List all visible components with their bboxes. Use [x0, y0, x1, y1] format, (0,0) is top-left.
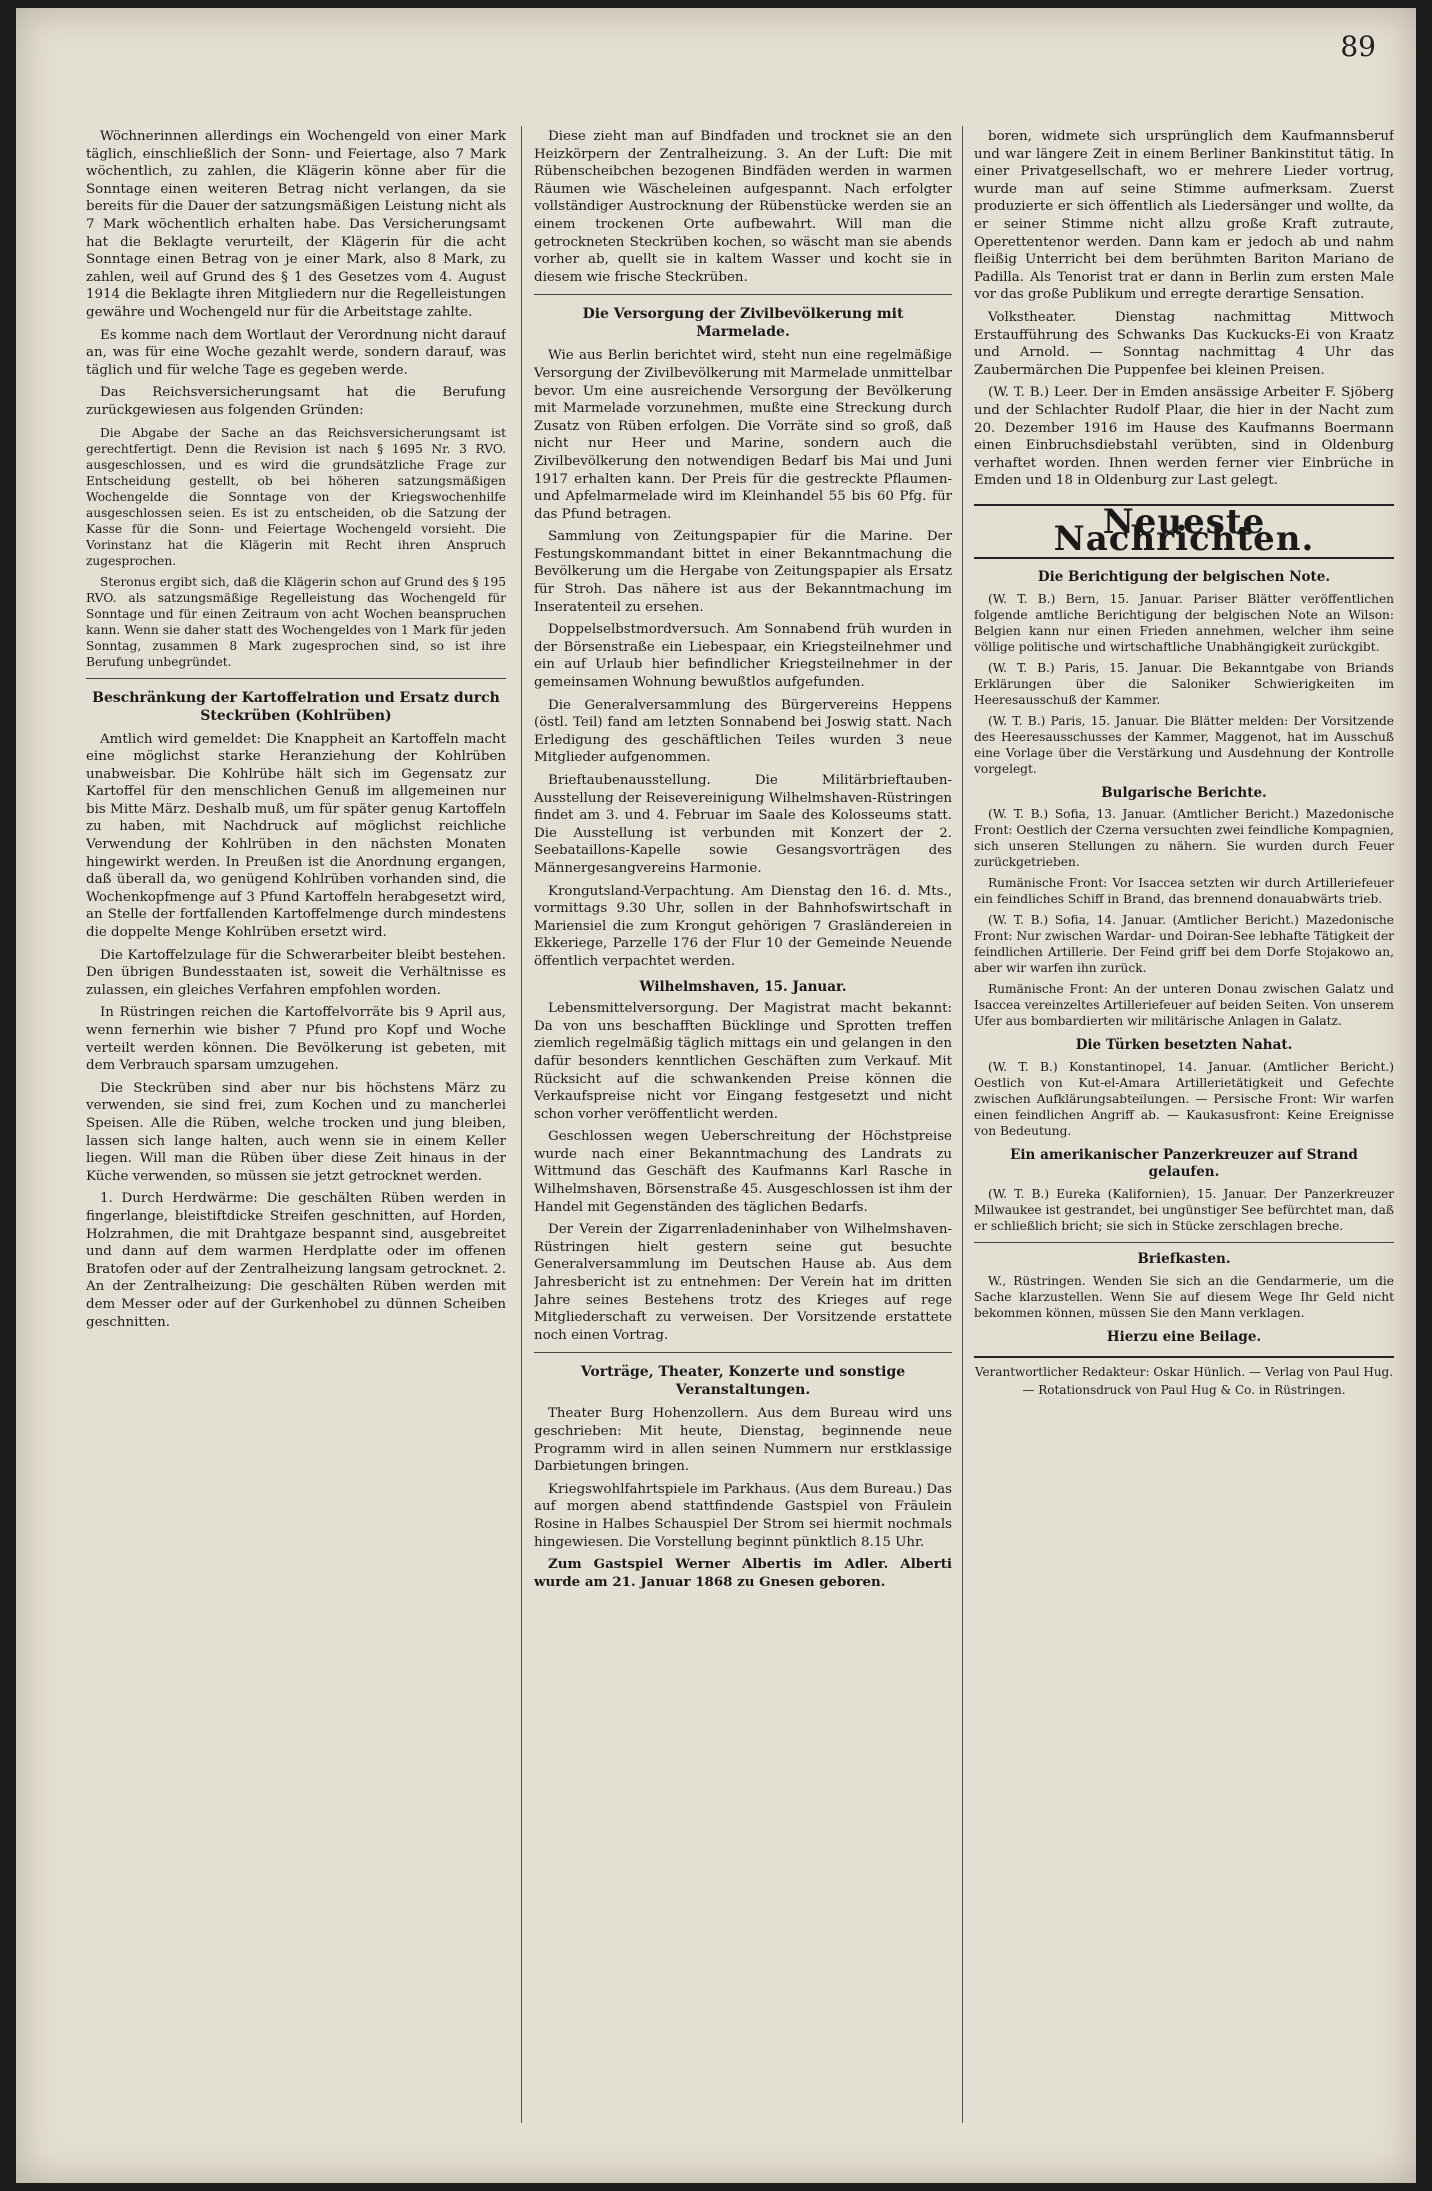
paragraph: In Rüstringen reichen die Kartoffelvorräte bis 9 April aus, wenn fernerhin wie bisher 7 Pfund pro Kopf und Woche verteilt werden können. Die Bevölkerung ist gebeten, mit dem Verbrauch sparsam umzugehen.	[86, 1005, 506, 1074]
article-heading: Ein amerikanischer Panzerkreuzer auf Strand gelaufen.	[1010, 1146, 1358, 1181]
paragraph: Die Abgabe der Sache an das Reichsversicherungsamt ist gerechtfertigt. Denn die Revision ist nach § 1695 Nr. 3 RVO. ausgeschlossen, und es wird die grundsätzliche Frage zur Entscheidung gestellt, ob bei höheren satzungsmäßigen Wochengelde die Sonntage von der Kriegswochenhilfe ausgeschlossen seien. Es ist zu entscheiden, ob die Satzung der Kasse für die Sonn- und Feiertage Wochengeld vorsieht. Die Vorinstanz hat die Klägerin mit Recht ihren Anspruch zugesprochen.	[86, 425, 506, 568]
column-2	[534, 128, 952, 2143]
paragraph: Rumänische Front: An der unteren Donau zwischen Galatz und Isaccea vereinzeltes Artilleriefeuer auf beiden Seiten. Von unserem Ufer aus bombardierten wir militärische Anlagen in Galatz.	[974, 982, 1394, 1029]
paragraph: Krongutsland-Verpachtung. Am Dienstag den 16. d. Mts., vormittags 9.30 Uhr, sollen in der Bahnhofswirtschaft in Mariensiel die zum Krongut gehörigen 7 Grasländereien in Ekkeriege, Parzelle 176 der Flur 10 der Gemeinde Neuende öffentlich verpachtet werden.	[534, 883, 952, 969]
column-rule	[962, 126, 963, 2123]
paragraph: (W. T. B.) Bern, 15. Januar. Pariser Blätter veröffentlichen folgende amtliche Berichtigung der belgischen Note an Wilson: Belgien kann nur einen Frieden annehmen, welcher ihm seine völlige politische und wirtschaftliche Unabhängigkeit zurückgibt.	[974, 591, 1394, 654]
paragraph: Steronus ergibt sich, daß die Klägerin schon auf Grund des § 195 RVO. als satzungsmäßige Regelleistung das Wochengeld für Sonntage und für einen Zeitraum von acht Wochen beanspruchen kann. Wenn sie daher statt des Wochengeldes von 1 Mark für jeden Sonntag, zusammen 8 Mark zugesprochen sind, so ist ihre Berufung unbegründet.	[86, 574, 506, 669]
paragraph: Die Steckrüben sind aber nur bis höchstens März zu verwenden, sie sind frei, zum Kochen und zu mancherlei Speisen. Alle die Rüben, welche trocken und jung bleiben, lassen sich lange halten, auch wenn sie in einem Keller liegen. Will man die Rüben über diese Zeit hinaus in der Küche verwenden, so müssen sie jetzt getrocknet werden.	[86, 1080, 506, 1184]
divider	[534, 1352, 952, 1353]
paragraph: (W. T. B.) Leer. Der in Emden ansässige Arbeiter F. Sjöberg und der Schlachter Rudolf Plaar, die hier in der Nacht zum 20. Dezember 1916 im Hause des Kaufmanns Boermann einen Einbruchsdiebstahl verübten, sind in Oldenburg verhaftet worden. Ihnen werden ferner vier Einbrüche in Emden und 18 in Oldenburg zur Last gelegt.	[974, 385, 1394, 489]
paragraph: Das Reichsversicherungsamt hat die Berufung zurückgewiesen aus folgenden Gründen:	[86, 385, 506, 418]
paragraph: Doppelselbstmordversuch. Am Sonnabend früh wurden in der Börsenstraße ein Liebespaar, ein Kriegsteilnehmer und ein auf Urlaub hier befindlicher Kriegsteilnehmer in der gemeinsamen Wohnung bewußtlos aufgefunden.	[534, 622, 952, 691]
column-1	[86, 128, 506, 2143]
paragraph: Der Verein der Zigarrenladeninhaber von Wilhelmshaven-Rüstringen hielt gestern seine gut besuchte Generalversammlung im Deutschen Hause ab. Aus dem Jahresbericht ist zu entnehmen: Der Verein hat im dritten Jahre seines Bestehens trotz des Krieges auf rege Mitgliederschaft zu verweisen. Der Vorsitzende erstattete noch einen Vortrag.	[534, 1222, 952, 1343]
section-title: Neueste Nachrichten.	[974, 504, 1394, 559]
paragraph: boren, widmete sich ursprünglich dem Kaufmannsberuf und war längere Zeit in einem Berliner Bankinstitut tätig. In einer Privatgesellschaft, wo er mehrere Lieder vortrug, wurde man auf seine Stimme aufmerksam. Zuerst produzierte er sich öffentlich als Liedersänger und wollte, da er seiner Stimme nicht allzu große Kraft zutraute, Operettentenor werden. Dann kam er jedoch ab und nahm fleißig Unterricht bei dem berühmten Bariton Mariano de Padilla. Als Tenorist trat er dann in Berlin zum ersten Male vor das große Publikum und erregte derartige Sensation.	[974, 129, 1394, 303]
paragraph: (W. T. B.) Paris, 15. Januar. Die Bekanntgabe von Briands Erklärungen über die Saloniker Schwierigkeiten im Heeresausschuß der Kammer.	[974, 660, 1394, 707]
paragraph: (W. T. B.) Konstantinopel, 14. Januar. (Amtlicher Bericht.) Oestlich von Kut-el-Amara Artillerietätigkeit und Gefechte zwischen Aufklärungsabteilungen. — Persische Front: Wir warfen einen feindlichen Angriff ab. — Kaukasusfront: Keine Ereignisse von Bedeutung.	[974, 1059, 1394, 1138]
imprint: Verantwortlicher Redakteur: Oskar Hünlich. — Verlag von Paul Hug. — Rotationsdruck von Paul Hug & Co. in Rüstringen.	[974, 1356, 1394, 1399]
divider	[86, 678, 506, 679]
paragraph: Theater Burg Hohenzollern. Aus dem Bureau wird uns geschrieben: Mit heute, Dienstag, beginnende neue Programm wird in allen seinen Nummern nur erstklassige Darbietungen bringen.	[534, 1406, 952, 1475]
paragraph: W., Rüstringen. Wenden Sie sich an die Gendarmerie, um die Sache klarzustellen. Wenn Sie auf diesem Wege Ihr Geld nicht bekommen können, müssen Sie den Mann verklagen.	[974, 1273, 1394, 1320]
paragraph: Wie aus Berlin berichtet wird, steht nun eine regelmäßige Versorgung der Zivilbevölkerung mit Marmelade unmittelbar bevor. Um eine ausreichende Versorgung der Bevölkerung mit Marmelade vorzunehmen, mußte eine Streckung durch Zusatz von Rüben erfolgen. Die Vorräte sind so groß, daß nicht nur Heer und Marine, sondern auch die Zivilbevölkerung den notwendigen Bedarf bis Mai und Juni 1917 erhalten kann. Der Preis für die gestreckte Pflaumen- und Apfelmarmelade wird im Kleinhandel 55 bis 60 Pfg. für das Pfund betragen.	[534, 348, 952, 522]
paragraph: Die Kartoffelzulage für die Schwerarbeiter bleibt bestehen. Den übrigen Bundesstaaten ist, soweit die Verhältnisse es zulassen, ein gleiches Verfahren empfohlen worden.	[86, 947, 506, 998]
column-3	[974, 128, 1394, 2143]
paragraph: Geschlossen wegen Ueberschreitung der Höchstpreise wurde nach einer Bekanntmachung des Landrats zu Wittmund das Geschäft des Kaufmanns Karl Rasche in Wilhelmshaven, Börsenstraße 45. Ausgeschlossen ist ihm der Handel mit Gegenständen des täglichen Bedarfs.	[534, 1129, 952, 1215]
paragraph: (W. T. B.) Eureka (Kalifornien), 15. Januar. Der Panzerkreuzer Milwaukee ist gestrandet, bei ungünstiger See befürchtet man, daß er schließlich bricht; sie sich in Stücke zerschlagen breche.	[974, 1187, 1394, 1234]
article-heading: Beschränkung der Kartoffelration und Ersatz durch Steckrüben (Kohlrüben)	[92, 689, 500, 724]
paragraph: Zum Gastspiel Werner Albertis im Adler. Alberti wurde am 21. Januar 1868 zu Gnesen geboren.	[534, 1556, 952, 1590]
paragraph: Wöchnerinnen allerdings ein Wochengeld von einer Mark täglich, einschließlich der Sonn- und Feiertage, also 7 Mark wöchentlich, zu zahlen, die Klägerin könne aber für die Sonntage einen weiteren Betrag nicht verlangen, da sie bereits für die Dauer der satzungsmäßigen Leistung nicht als 7 Mark wöchentlich erhalten habe. Das Versicherungsamt hat die Beklagte verurteilt, der Klägerin für die acht Sonntage einen Betrag von je einer Mark, also 8 Mark, zu zahlen, weil auf Grund des § 1 des Gesetzes vom 4. August 1914 die Beklagte ihren Mitgliedern nur die Regelleistungen gewähre und Wochengeld nur für die Arbeitstage zahlte.	[86, 129, 506, 320]
newspaper-page	[16, 8, 1416, 2183]
paragraph: (W. T. B.) Sofia, 13. Januar. (Amtlicher Bericht.) Mazedonische Front: Oestlich der Czerna versuchten zwei feindliche Kompagnien, sich unseren Stellungen zu nähern. Sie wurden durch Feuer zurückgetrieben.	[974, 807, 1394, 870]
paragraph: Amtlich wird gemeldet: Die Knappheit an Kartoffeln macht eine möglichst starke Heranziehung der Kohlrüben unabweisbar. Die Kohlrübe hält sich im Gegensatz zur Kartoffel für den menschlichen Genuß im allgemeinen nur bis Mitte März. Deshalb muß, um für später genug Kartoffeln zu haben, mit Nachdruck auf möglichst reichliche Verwendung der Kohlrüben in den nächsten Monaten hingewirkt werden. In Preußen ist die Anordnung ergangen, daß überall da, wo genügend Kohlrüben vorhanden sind, die Wochenkopfmenge auf 3 Pfund Kartoffeln herabgesetzt wird, an Stelle der fortfallenden Kartoffelmenge durch mindestens die doppelte Menge Kohlrüben ersetzt wird.	[86, 731, 506, 941]
paragraph: (W. T. B.) Sofia, 14. Januar. (Amtlicher Bericht.) Mazedonische Front: Nur zwischen Wardar- und Doiran-See lebhafte Tätigkeit der feindlichen Artillerie. Der Feind griff bei dem Dorfe Stojakowo an, aber wir warfen ihn zurück.	[974, 913, 1394, 976]
paragraph: Volkstheater. Dienstag nachmittag Mittwoch Erstaufführung des Schwanks Das Kuckucks-Ei von Kraatz und Arnold. — Sonntag nachmittag 4 Uhr das Zaubermärchen Die Puppenfee bei kleinen Preisen.	[974, 309, 1394, 378]
paragraph: Es komme nach dem Wortlaut der Verordnung nicht darauf an, was für eine Woche gezahlt werde, sondern darauf, was täglich und für welche Tage es gegeben werde.	[86, 327, 506, 378]
page-number: 89	[1340, 30, 1376, 63]
column-rule	[521, 126, 522, 2123]
paragraph: Die Generalversammlung des Bürgervereins Heppens (östl. Teil) fand am letzten Sonnabend bei Joswig statt. Nach Erledigung des geschäftlichen Teiles wurden 3 neue Mitglieder aufgenommen.	[534, 697, 952, 766]
article-heading: Die Türken besetzten Nahat.	[1075, 1037, 1293, 1054]
divider	[974, 1242, 1394, 1243]
divider	[534, 294, 952, 295]
article-heading: Briefkasten.	[1137, 1251, 1231, 1268]
paragraph: (W. T. B.) Paris, 15. Januar. Die Blätter melden: Der Vorsitzende des Heeresausschusses der Kammer, Maggenot, hat im Ausschuß eine Vorlage über die Verstärkung und Ausdehnung der Kontrolle vorgelegt.	[974, 713, 1394, 776]
article-heading: Die Berichtigung der belgischen Note.	[1037, 569, 1331, 586]
paragraph: Lebensmittelversorgung. Der Magistrat macht bekannt: Da von uns beschafften Bücklinge und Sprotten treffen ziemlich regelmäßig täglich mittags ein und gelangen in den dafür besonders kenntlichen Geschäften zum Verkauf. Mit Rücksicht auf die schwankenden Preise können die Verkaufspreise nicht vor Eingang festgesetzt und nicht schon vorher veröffentlicht werden.	[534, 1001, 952, 1122]
paragraph: Diese zieht man auf Bindfaden und trocknet sie an den Heizkörpern der Zentralheizung. 3. An der Luft: Die mit Rübenscheibchen bezogenen Bindfäden werden in warmen Räumen wie Wäscheleinen aufgespannt. Nach erfolgter vollständiger Austrocknung der Rübenstücke werden sie an einem trockenen Orte aufbewahrt. Will man die getrockneten Steckrüben kochen, so wäscht man sie abends vorher ab, quellt sie in kaltem Wasser und kocht sie in diesem wie frische Steckrüben.	[534, 129, 952, 285]
paragraph: Sammlung von Zeitungspapier für die Marine. Der Festungskommandant bittet in einer Bekanntmachung die Bevölkerung um die Hergabe von Zeitungspapier als Ersatz für Stroh. Das nähere ist aus der Bekanntmachung im Inseratenteil zu ersehen.	[534, 529, 952, 615]
dateline: Wilhelmshaven, 15. Januar.	[639, 978, 847, 995]
paragraph: 1. Durch Herdwärme: Die geschälten Rüben werden in fingerlange, bleistiftdicke Streifen geschnitten, auf Horden, Holzrahmen, die mit Drahtgaze bespannt sind, ausgebreitet und dann auf dem warmen Herdplatte oder im offenen Bratofen oder auf der Zentralheizung langsam getrocknet. 2. An der Zentralheizung: Die geschälten Rüben werden mit dem Messer oder auf der Gurkenhobel zu dünnen Scheiben geschnitten.	[86, 1191, 506, 1330]
supplement-note: Hierzu eine Beilage.	[1106, 1328, 1262, 1345]
paragraph: Kriegswohlfahrtspiele im Parkhaus. (Aus dem Bureau.) Das auf morgen abend stattfindende Gastspiel von Fräulein Rosine in Halbes Schauspiel Der Strom sei hiermit nochmals hingewiesen. Die Vorstellung beginnt pünktlich 8.15 Uhr.	[534, 1481, 952, 1550]
article-heading: Bulgarische Berichte.	[1101, 784, 1267, 801]
section-heading: Vorträge, Theater, Konzerte und sonstige Veranstaltungen.	[580, 1364, 906, 1399]
paragraph: Rumänische Front: Vor Isaccea setzten wir durch Artilleriefeuer ein feindliches Schiff in Brand, das brennend donauabwärts trieb.	[974, 876, 1394, 907]
paragraph: Brieftaubenausstellung. Die Militärbrieftauben-Ausstellung der Reisevereinigung Wilhelmshaven-Rüstringen findet am 3. und 4. Februar im Saale des Kolosseums statt. Die Ausstellung ist verbunden mit Konzert der 2. Seebataillons-Kapelle sowie Gesangsvorträgen des Männergesangvereins Harmonie.	[534, 773, 952, 876]
article-heading: Die Versorgung der Zivilbevölkerung mit Marmelade.	[582, 306, 904, 341]
